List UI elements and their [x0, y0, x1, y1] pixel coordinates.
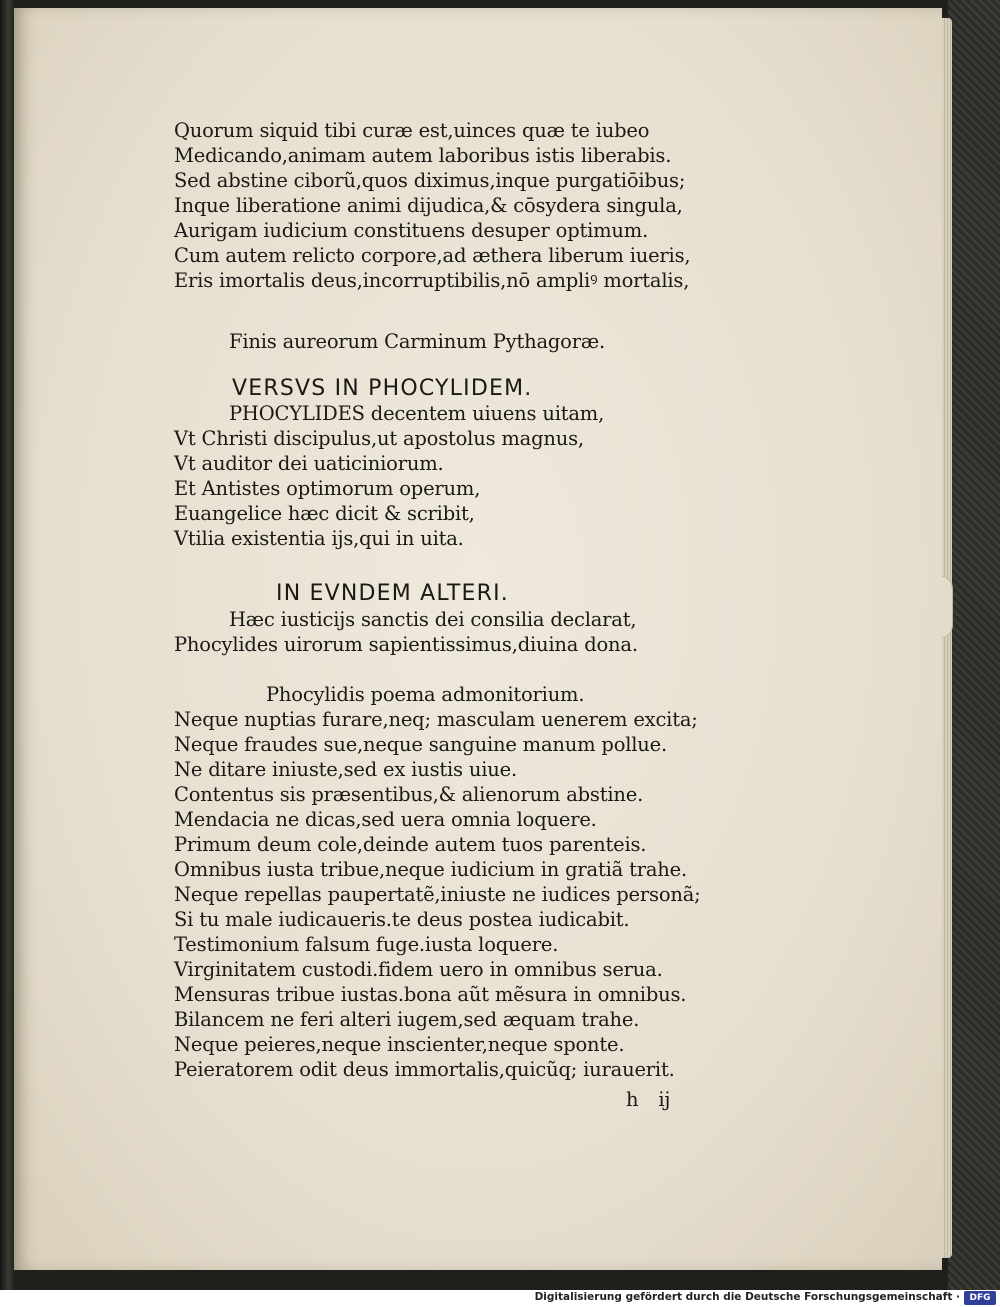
- text-line: Si tu male iudicaueris.te deus postea iudicabit.: [174, 908, 630, 931]
- text-line: PHOCYLIDES decentem uiuens uitam,: [229, 402, 605, 425]
- text-line: Hæc iusticijs sanctis dei consilia declarat,: [229, 608, 637, 631]
- book-cover-right: [948, 0, 1000, 1290]
- text-line: Vt Christi discipulus,ut apostolus magnus,: [174, 427, 584, 450]
- text-line: Sed abstine ciborũ,quos diximus,inque purgatiōibus;: [174, 169, 686, 192]
- text-line: Virginitatem custodi.fidem uero in omnibus serua.: [174, 958, 663, 981]
- dfg-logo: DFG: [964, 1291, 996, 1305]
- text-line: Inque liberatione animi dijudica,& cōsydera singula,: [174, 194, 683, 217]
- footer-credit: Digitalisierung gefördert durch die Deutsche Forschungsgemeinschaft ·: [534, 1291, 960, 1303]
- text-line: Phocylides uirorum sapientissimus,diuina dona.: [174, 633, 638, 656]
- text-line: Bilancem ne feri alteri iugem,sed æquam trahe.: [174, 1008, 640, 1031]
- text-line: Quorum siquid tibi curæ est,uinces quæ te iubeo: [174, 119, 650, 142]
- text-line: Neque repellas paupertatẽ,iniuste ne iudices personã;: [174, 883, 701, 906]
- text-line: Euangelice hæc dicit & scribit,: [174, 502, 475, 525]
- text-line: Contentus sis præsentibus,& alienorum abstine.: [174, 783, 644, 806]
- section-heading: IN EVNDEM ALTERI.: [276, 581, 509, 606]
- finis-line: Finis aureorum Carminum Pythagoræ.: [229, 330, 605, 353]
- page-text: [14, 8, 942, 1270]
- signature-mark: h ij: [626, 1088, 671, 1111]
- text-line: Mendacia ne dicas,sed uera omnia loquere.: [174, 808, 597, 831]
- text-line: Neque peieres,neque inscienter,neque sponte.: [174, 1033, 625, 1056]
- text-line: Peieratorem odit deus immortalis,quicũq; iurauerit.: [174, 1058, 675, 1081]
- text-line: Mensuras tribue iustas.bona aũt mẽsura in omnibus.: [174, 983, 687, 1006]
- footer-bar: [0, 1290, 1000, 1307]
- text-line: Eris imortalis deus,incorruptibilis,nō ampliꝰ mortalis,: [174, 269, 690, 292]
- book-cover-left: [0, 0, 14, 1290]
- book-page: [14, 8, 942, 1270]
- text-line: Cum autem relicto corpore,ad æthera liberum iueris,: [174, 244, 691, 267]
- text-line: Omnibus iusta tribue,neque iudicium in gratiã trahe.: [174, 858, 687, 881]
- text-line: Medicando,animam autem laboribus istis liberabis.: [174, 144, 672, 167]
- poem-title: Phocylidis poema admonitorium.: [266, 683, 585, 706]
- text-line: Ne ditare iniuste,sed ex iustis uiue.: [174, 758, 517, 781]
- text-line: Et Antistes optimorum operum,: [174, 477, 481, 500]
- text-line: Neque fraudes sue,neque sanguine manum pollue.: [174, 733, 668, 756]
- text-line: Primum deum cole,deinde autem tuos parenteis.: [174, 833, 647, 856]
- section-heading: VERSVS IN PHOCYLIDEM.: [232, 376, 533, 401]
- text-line: Aurigam iudicium constituens desuper optimum.: [174, 219, 649, 242]
- text-line: Vtilia existentia ijs,qui in uita.: [174, 527, 464, 550]
- text-line: Vt auditor dei uaticiniorum.: [174, 452, 444, 475]
- text-line: Testimonium falsum fuge.iusta loquere.: [174, 933, 559, 956]
- text-line: Neque nuptias furare,neq; masculam uenerem excita;: [174, 708, 698, 731]
